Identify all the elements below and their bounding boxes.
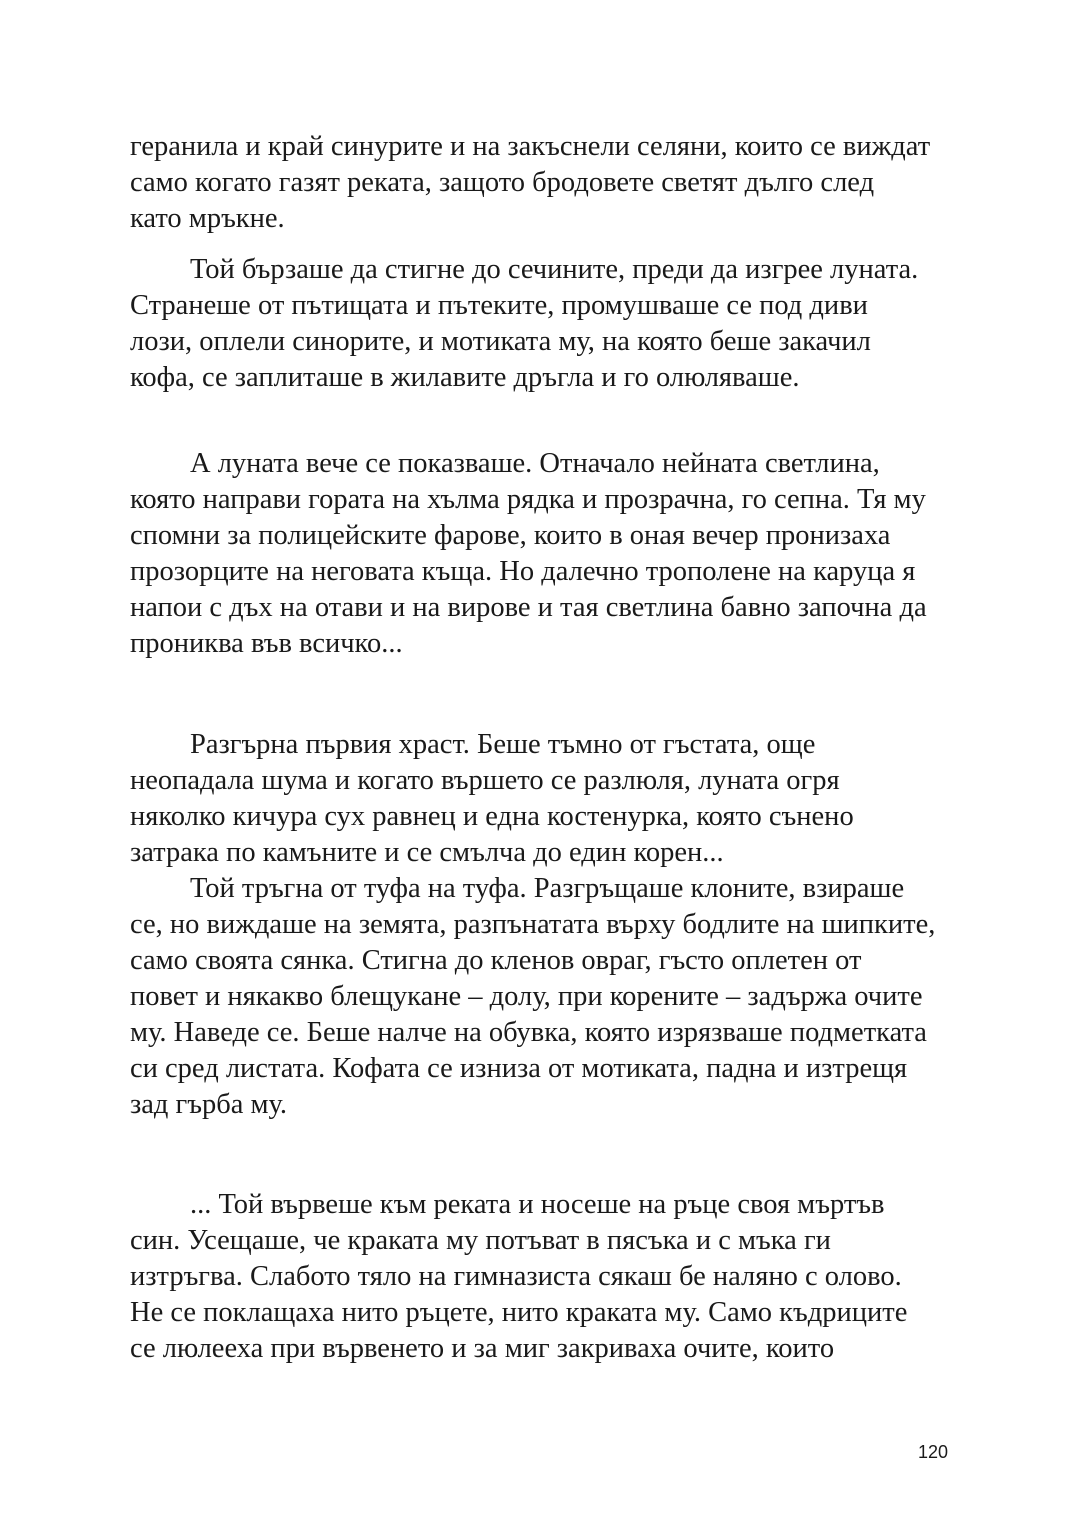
text-line: Той бързаше да стигне до сечините, преди да изгрее луната. — [190, 254, 919, 285]
text-line: кофа, се заплиташе в жилавите дръгла и го олюляваше. — [130, 362, 800, 393]
text-line: се, но виждаше на земята, разпънатата върху бодлите на шипките, — [130, 909, 936, 940]
text-line: като мръкне. — [130, 203, 285, 234]
paragraph — [130, 1187, 960, 1367]
text-line: изтръгва. Слабото тяло на гимназиста сякаш бе наляно с олово. — [130, 1261, 902, 1292]
text-line: си сред листата. Кофата се изниза от мотиката, падна и изтрещя — [130, 1053, 908, 1084]
text-line: лози, оплели синорите, и мотиката му, на която беше закачил — [130, 326, 871, 357]
text-line: прозорците на неговата къща. Но далечно трополене на каруца я — [130, 556, 916, 587]
text-line: геранила и край синурите и на закъснели селяни, които се виждат — [130, 131, 931, 162]
text-line: ... Той вървеше към реката и носеше на ръце своя мъртъв — [190, 1189, 885, 1220]
text-line: му. Наведе се. Беше налче на обувка, която изрязваше подметката — [130, 1017, 927, 1048]
text-line: зад гърба му. — [130, 1089, 288, 1120]
text-line: неопадала шума и когато вършето се разлюля, луната огря — [130, 765, 840, 796]
paragraph — [130, 129, 960, 237]
paragraph — [130, 252, 960, 396]
text-line: която направи гората на хълма рядка и прозрачна, го сепна. Тя му — [130, 484, 926, 515]
paragraph — [130, 446, 960, 662]
text-line: син. Усещаше, че краката му потъват в пясъка и с мъка ги — [130, 1225, 831, 1256]
paragraph — [130, 871, 960, 1123]
text-line: Разгърна първия храст. Беше тъмно от гъстата, още — [190, 729, 816, 760]
text-line: прониква във всичко... — [130, 628, 403, 659]
paragraph — [130, 727, 960, 871]
text-line: се люлееха при вървенето и за миг закриваха очите, които — [130, 1333, 835, 1364]
text-line: затрака по камъните и се смълча до един корен... — [130, 837, 724, 868]
text-line: спомни за полицейските фарове, които в оная вечер пронизаха — [130, 520, 891, 551]
text-line: напои с дъх на отави и на вирове и тая светлина бавно започна да — [130, 592, 927, 623]
text-line: само когато газят реката, защото бродовете светят дълго след — [130, 167, 875, 198]
text-line: Той тръгна от туфа на туфа. Разгръщаше клоните, взираше — [190, 873, 905, 904]
text-line: няколко кичура сух равнец и една костенурка, която сънено — [130, 801, 854, 832]
page-number: 120 — [918, 1442, 949, 1462]
text-line: Не се поклащаха нито ръцете, нито краката му. Само къдриците — [130, 1297, 908, 1328]
text-line: А луната вече се показваше. Отначало нейната светлина, — [190, 448, 880, 479]
text-line: само своята сянка. Стигна до кленов овраг, гъсто оплетен от — [130, 945, 862, 976]
text-line: повет и някакво блещукане – долу, при корените – задържа очите — [130, 981, 923, 1012]
text-line: Странеше от пътищата и пътеките, промушваше се под диви — [130, 290, 868, 321]
